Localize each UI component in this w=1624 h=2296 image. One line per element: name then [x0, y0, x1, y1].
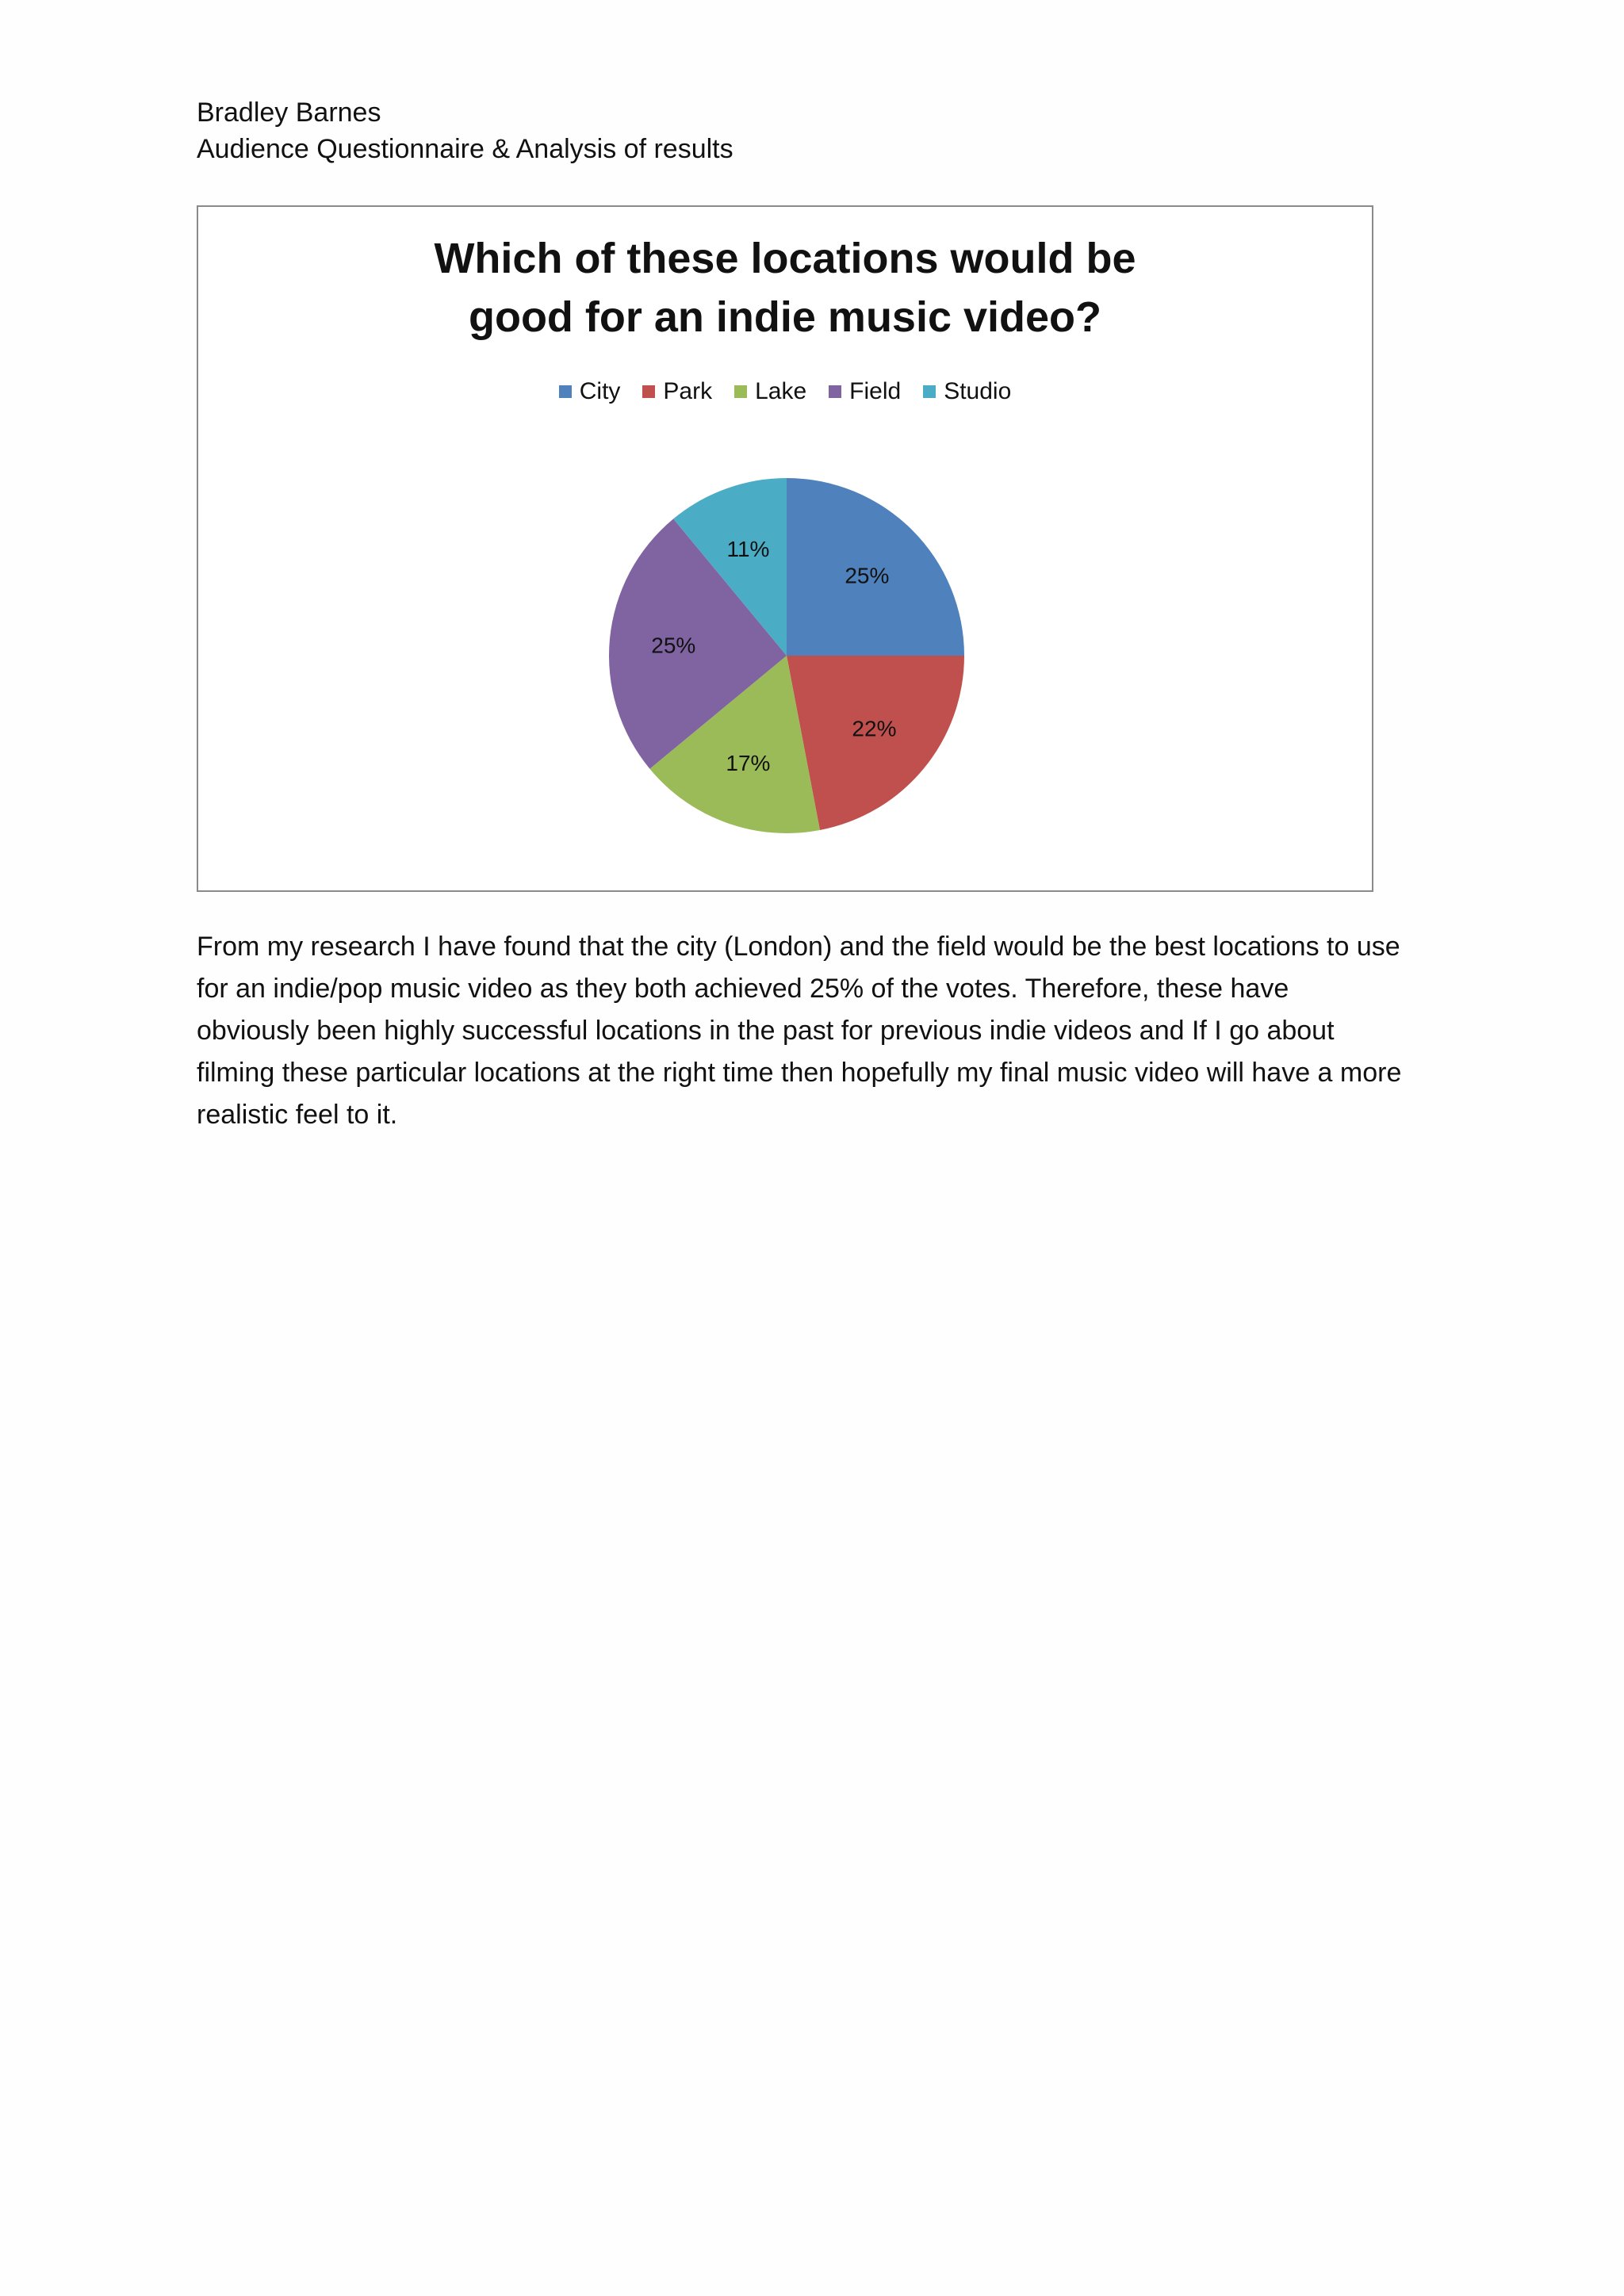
pie-data-label-field: 25%: [651, 633, 696, 658]
chart-frame: [197, 205, 1373, 892]
legend-label: Studio: [944, 378, 1012, 404]
pie-data-label-studio: 11%: [726, 537, 770, 562]
pie-chart: [198, 207, 1372, 890]
pie-data-label-park: 22%: [852, 716, 897, 741]
legend-label: City: [579, 378, 621, 404]
legend-label: Park: [663, 378, 713, 404]
legend-label: Lake: [755, 378, 807, 404]
chart-title: Which of these locations would be good for an indie music video?: [434, 235, 1136, 341]
analysis-paragraph: From my research I have found that the city (London) and the field would be the best locations to use for an indie/pop music video as they both achieved 25% of the votes. Therefore, these have obviously been highly successful locations in the past for previous indie videos and If I go about filming these particular locations at the right time then hopefully my final music video will have a more realistic feel to it.: [197, 932, 1402, 1130]
pie-data-label-lake: 17%: [726, 750, 771, 775]
legend-label: Field: [849, 378, 902, 404]
document-subtitle: Audience Questionnaire & Analysis of results: [197, 134, 733, 164]
author-name: Bradley Barnes: [197, 98, 381, 128]
pie-data-label-city: 25%: [845, 563, 890, 588]
